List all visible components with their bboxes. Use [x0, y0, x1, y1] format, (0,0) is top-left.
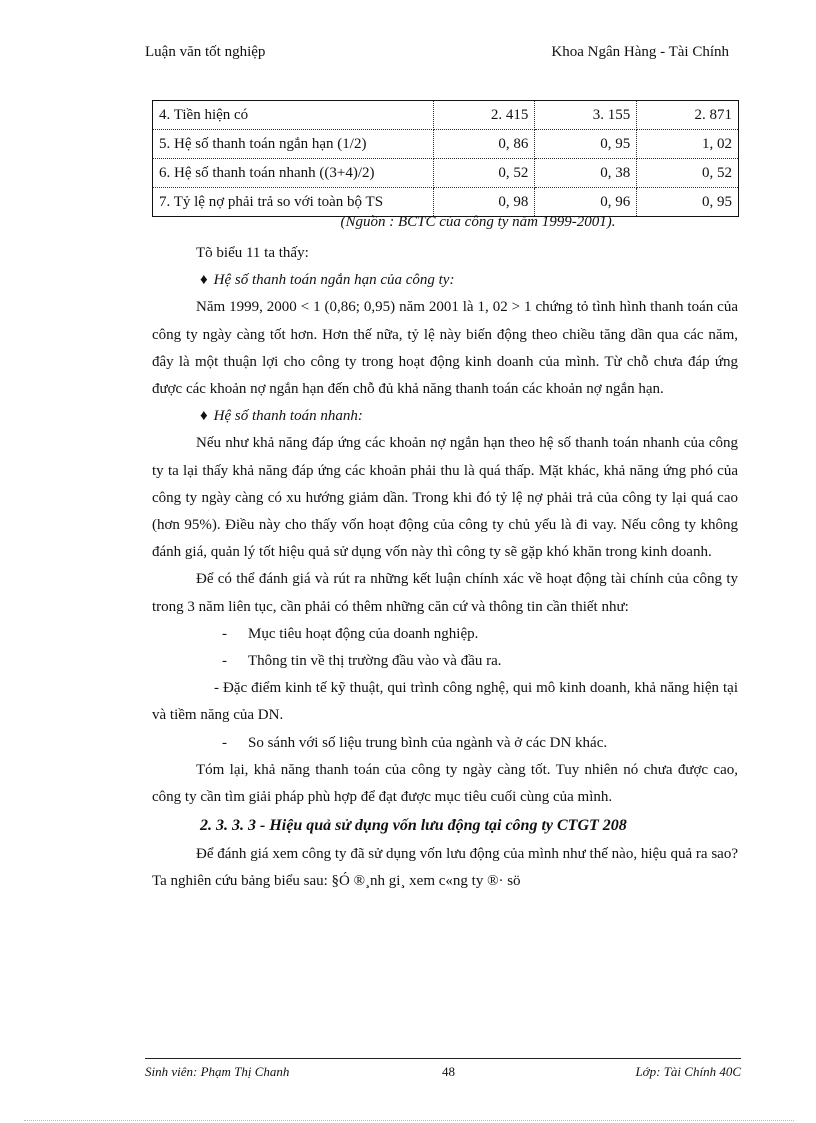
page-header — [145, 44, 735, 66]
footer-divider — [145, 1058, 741, 1059]
subheading-text: Hệ số thanh toán ngắn hạn của công ty: — [213, 272, 455, 289]
paragraph-working-capital: Để đánh giá xem công ty đã sử dụng vốn lưu động của mình như thế nào, hiệu quả ra sao? Ta nghiên cứu bảng biểu sau: §Ó ®¸nh gi¸ xem c«ng ty ®· sö — [152, 846, 738, 890]
table-cell-value: 2. 871 — [637, 101, 739, 130]
table-cell-value: 2. 415 — [433, 101, 535, 130]
paragraph-conclusion: Tóm lại, khả năng thanh toán của công ty ngày càng tốt. Tuy nhiên nó chưa được cao, công ty cần tìm giải pháp phù hợp để đạt được mục tiêu cuối cùng của mình. — [152, 761, 738, 806]
list-item-text: Thông tin về thị trường đầu vào và đầu ra. — [248, 653, 502, 670]
subheading-short-term-ratio — [152, 267, 738, 294]
table-cell-value: 0, 95 — [637, 188, 739, 217]
table-row — [153, 130, 739, 159]
footer-class: Lớp: Tài Chính 40C — [635, 1064, 741, 1079]
list-item — [152, 730, 738, 757]
table-cell-label: 4. Tiền hiện có — [153, 101, 434, 130]
list-item — [152, 675, 738, 729]
table-cell-value: 0, 52 — [433, 159, 535, 188]
list-item-text: Mục tiêu hoạt động của doanh nghiệp. — [248, 625, 479, 642]
subheading-quick-ratio — [152, 403, 738, 430]
paragraph-short-term-ratio: Năm 1999, 2000 < 1 (0,86; 0,95) năm 2001 là 1, 02 > 1 chứng tỏ tình hình thanh toán của công ty ngày càng tốt hơn. Hơn thế nữa, tỷ lệ này biến động theo chiều tăng dần qua các năm, đây là một thuận lợi cho công ty trong hoạt động kinh doanh của mình. Từ chỗ chưa đáp ứng được các khoản nợ ngắn hạn đến chỗ đủ khả năng thanh toán các khoản nợ ngắn hạn. — [152, 299, 738, 398]
body-content — [152, 240, 738, 896]
page-number: 48 — [442, 1064, 455, 1079]
table-source-note: (Nguồn : BCTC của công ty năm 1999-2001). — [340, 214, 616, 230]
table-cell-value: 0, 86 — [433, 130, 535, 159]
header-left: Luận văn tốt nghiệp — [145, 44, 266, 60]
list-item — [152, 621, 738, 648]
dash-bullet-icon: - — [222, 734, 227, 751]
section-title: 2. 3. 3. 3 - Hiệu quả sử dụng vốn lưu động tại công ty CTGT 208 — [200, 817, 627, 835]
subheading-text: Hệ số thanh toán nhanh: — [213, 408, 363, 425]
table-cell-value: 3. 155 — [535, 101, 637, 130]
paragraph-assessment: Để có thể đánh giá và rút ra những kết luận chính xác về hoạt động tài chính của công ty trong 3 năm liên tục, cần phải có thêm những căn cứ và thông tin cần thiết như: — [152, 571, 738, 615]
intro-text: Tõ biểu 11 ta thấy: — [196, 245, 309, 261]
table-cell-value: 0, 38 — [535, 159, 637, 188]
page-edge-divider — [24, 1120, 794, 1121]
list-item-text: - Đặc điểm kinh tế kỹ thuật, qui trình công nghệ, qui mô kinh doanh, khả năng hiện tại và tiềm năng của DN. — [152, 680, 738, 724]
dash-bullet-icon: - — [222, 625, 227, 642]
table-row — [153, 188, 739, 217]
list-item — [152, 648, 738, 675]
table-cell-value: 0, 52 — [637, 159, 739, 188]
table-cell-value: 1, 02 — [637, 130, 739, 159]
financial-ratio-table — [152, 100, 739, 217]
list-item-text: So sánh với số liệu trung bình của ngành và ở các DN khác. — [248, 734, 608, 751]
table-cell-value: 0, 95 — [535, 130, 637, 159]
paragraph-quick-ratio: Nếu như khả năng đáp ứng các khoản nợ ngắn hạn theo hệ số thanh toán nhanh của công ty ta lại thấy khả năng đáp ứng các khoản phải thu là quá thấp. Mặt khác, khả năng ứng phó của công ty ngày càng có xu hướng giảm dần. Trong khi đó tỷ lệ nợ phải trả của công ty lại quá cao (hơn 95%). Điều này cho thấy vốn hoạt động của công ty chủ yếu là đi vay. Nếu công ty không đánh giá, quản lý tốt hiệu quả sử dụng vốn này thì công ty sẽ gặp khó khăn trong kinh doanh. — [152, 435, 738, 561]
dash-bullet-icon: - — [222, 653, 227, 670]
table-cell-label: 7. Tỷ lệ nợ phải trả so với toàn bộ TS — [153, 188, 434, 217]
table-cell-label: 6. Hệ số thanh toán nhanh ((3+4)/2) — [153, 159, 434, 188]
diamond-bullet-icon: ♦ — [200, 272, 208, 289]
header-right: Khoa Ngân Hàng - Tài Chính — [551, 44, 729, 60]
diamond-bullet-icon: ♦ — [200, 408, 208, 425]
table-row — [153, 101, 739, 130]
footer-student: Sinh viên: Phạm Thị Chanh — [145, 1064, 290, 1079]
table-cell-label: 5. Hệ số thanh toán ngắn hạn (1/2) — [153, 130, 434, 159]
table-row — [153, 159, 739, 188]
table-cell-value: 0, 96 — [535, 188, 637, 217]
table-cell-value: 0, 98 — [433, 188, 535, 217]
